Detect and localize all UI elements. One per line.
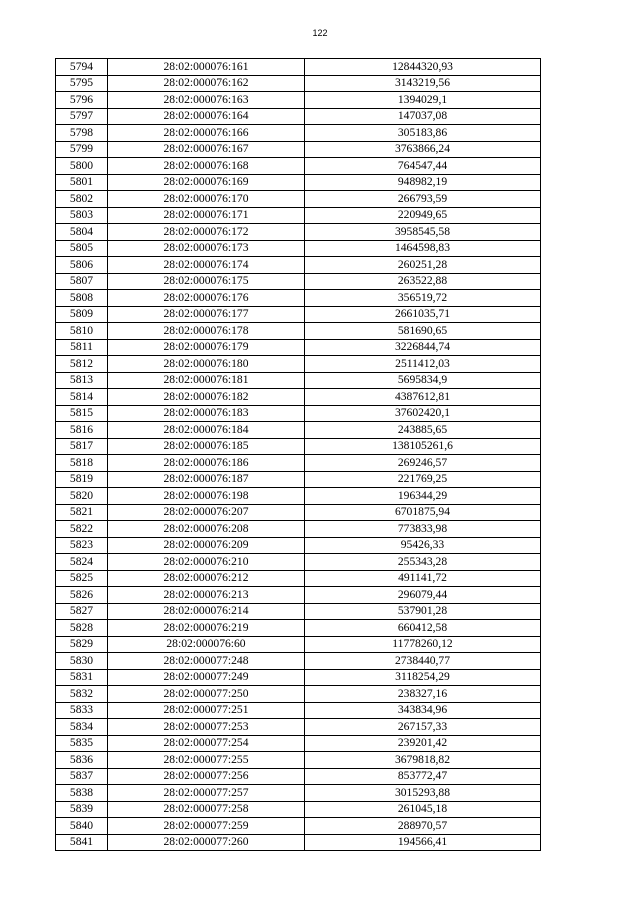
table-row [56,273,541,290]
cadastral-value-cell: 1464598,83 [305,240,541,257]
table-row [56,389,541,406]
cadastral-number-cell: 28:02:000077:255 [108,752,305,769]
row-number-cell: 5828 [56,620,108,637]
table-row [56,92,541,109]
cadastral-value-cell: 853772,47 [305,768,541,785]
cadastral-value-cell: 6701875,94 [305,504,541,521]
cadastral-value-cell: 266793,59 [305,191,541,208]
cadastral-value-cell: 267157,33 [305,719,541,736]
table-row [56,339,541,356]
cadastral-number-cell: 28:02:000076:174 [108,257,305,274]
row-number-cell: 5810 [56,323,108,340]
table-row [56,306,541,323]
cadastral-number-cell: 28:02:000076:166 [108,125,305,142]
table-row [56,504,541,521]
table-row [56,125,541,142]
page-number: 122 [312,28,328,38]
cadastral-number-cell: 28:02:000076:186 [108,455,305,472]
row-number-cell: 5823 [56,537,108,554]
table-body [56,59,541,851]
cadastral-value-cell: 243885,65 [305,422,541,439]
table-row [56,818,541,835]
cadastral-value-cell: 296079,44 [305,587,541,604]
table-row [56,191,541,208]
table-row [56,108,541,125]
cadastral-number-cell: 28:02:000077:254 [108,735,305,752]
row-number-cell: 5817 [56,438,108,455]
cadastral-number-cell: 28:02:000077:249 [108,669,305,686]
row-number-cell: 5825 [56,570,108,587]
cadastral-number-cell: 28:02:000076:210 [108,554,305,571]
table-row [56,537,541,554]
table-row [56,323,541,340]
cadastral-value-cell: 1394029,1 [305,92,541,109]
row-number-cell: 5837 [56,768,108,785]
cadastral-number-cell: 28:02:000076:214 [108,603,305,620]
row-number-cell: 5818 [56,455,108,472]
table-row [56,636,541,653]
cadastral-number-cell: 28:02:000076:175 [108,273,305,290]
cadastral-value-cell: 3015293,88 [305,785,541,802]
table-row [56,669,541,686]
row-number-cell: 5831 [56,669,108,686]
row-number-cell: 5800 [56,158,108,175]
table-row [56,785,541,802]
cadastral-number-cell: 28:02:000076:208 [108,521,305,538]
row-number-cell: 5801 [56,174,108,191]
cadastral-value-cell: 343834,96 [305,702,541,719]
row-number-cell: 5807 [56,273,108,290]
cadastral-value-cell: 2511412,03 [305,356,541,373]
cadastral-value-cell: 537901,28 [305,603,541,620]
cadastral-number-cell: 28:02:000077:250 [108,686,305,703]
cadastral-value-cell: 3143219,56 [305,75,541,92]
cadastral-number-cell: 28:02:000076:60 [108,636,305,653]
cadastral-number-cell: 28:02:000076:168 [108,158,305,175]
cadastral-value-table [55,58,541,851]
row-number-cell: 5805 [56,240,108,257]
cadastral-value-cell: 37602420,1 [305,405,541,422]
table-row [56,471,541,488]
row-number-cell: 5839 [56,801,108,818]
table-row [56,438,541,455]
row-number-cell: 5794 [56,59,108,76]
cadastral-number-cell: 28:02:000076:213 [108,587,305,604]
cadastral-value-cell: 261045,18 [305,801,541,818]
row-number-cell: 5798 [56,125,108,142]
row-number-cell: 5829 [56,636,108,653]
table-row [56,240,541,257]
row-number-cell: 5811 [56,339,108,356]
cadastral-value-cell: 3226844,74 [305,339,541,356]
row-number-cell: 5822 [56,521,108,538]
cadastral-value-cell: 238327,16 [305,686,541,703]
cadastral-number-cell: 28:02:000077:248 [108,653,305,670]
table-row [56,653,541,670]
cadastral-value-cell: 260251,28 [305,257,541,274]
cadastral-value-cell: 239201,42 [305,735,541,752]
cadastral-value-cell: 356519,72 [305,290,541,307]
row-number-cell: 5826 [56,587,108,604]
cadastral-number-cell: 28:02:000076:209 [108,537,305,554]
row-number-cell: 5813 [56,372,108,389]
cadastral-value-cell: 95426,33 [305,537,541,554]
table-row [56,603,541,620]
row-number-cell: 5808 [56,290,108,307]
cadastral-value-cell: 5695834,9 [305,372,541,389]
row-number-cell: 5804 [56,224,108,241]
table-row [56,686,541,703]
cadastral-value-cell: 147037,08 [305,108,541,125]
cadastral-number-cell: 28:02:000077:256 [108,768,305,785]
cadastral-value-cell: 305183,86 [305,125,541,142]
table-row [56,455,541,472]
cadastral-value-cell: 194566,41 [305,834,541,851]
row-number-cell: 5816 [56,422,108,439]
table-row [56,158,541,175]
table-row [56,290,541,307]
cadastral-number-cell: 28:02:000076:173 [108,240,305,257]
table-row [56,372,541,389]
table-row [56,59,541,76]
row-number-cell: 5809 [56,306,108,323]
cadastral-number-cell: 28:02:000076:178 [108,323,305,340]
cadastral-number-cell: 28:02:000076:172 [108,224,305,241]
cadastral-value-cell: 764547,44 [305,158,541,175]
cadastral-value-cell: 220949,65 [305,207,541,224]
table-row [56,801,541,818]
cadastral-value-cell: 3958545,58 [305,224,541,241]
table-row [56,735,541,752]
table-row [56,702,541,719]
cadastral-value-cell: 3763866,24 [305,141,541,158]
table-row [56,834,541,851]
table-row [56,405,541,422]
cadastral-value-cell: 2661035,71 [305,306,541,323]
cadastral-value-cell: 288970,57 [305,818,541,835]
table-row [56,554,541,571]
row-number-cell: 5806 [56,257,108,274]
cadastral-number-cell: 28:02:000076:179 [108,339,305,356]
table-row [56,224,541,241]
cadastral-value-cell: 660412,58 [305,620,541,637]
cadastral-number-cell: 28:02:000076:176 [108,290,305,307]
table-row [56,719,541,736]
cadastral-number-cell: 28:02:000076:167 [108,141,305,158]
cadastral-number-cell: 28:02:000076:212 [108,570,305,587]
row-number-cell: 5799 [56,141,108,158]
cadastral-value-cell: 11778260,12 [305,636,541,653]
cadastral-value-cell: 263522,88 [305,273,541,290]
cadastral-number-cell: 28:02:000076:207 [108,504,305,521]
cadastral-number-cell: 28:02:000077:259 [108,818,305,835]
table-row [56,752,541,769]
row-number-cell: 5836 [56,752,108,769]
cadastral-value-cell: 196344,29 [305,488,541,505]
cadastral-value-cell: 773833,98 [305,521,541,538]
table-row [56,521,541,538]
row-number-cell: 5838 [56,785,108,802]
cadastral-number-cell: 28:02:000077:258 [108,801,305,818]
cadastral-number-cell: 28:02:000076:171 [108,207,305,224]
row-number-cell: 5819 [56,471,108,488]
cadastral-value-cell: 3118254,29 [305,669,541,686]
table-row [56,620,541,637]
cadastral-number-cell: 28:02:000076:185 [108,438,305,455]
cadastral-number-cell: 28:02:000077:257 [108,785,305,802]
cadastral-number-cell: 28:02:000077:251 [108,702,305,719]
table-row [56,587,541,604]
row-number-cell: 5835 [56,735,108,752]
table-row [56,207,541,224]
row-number-cell: 5824 [56,554,108,571]
cadastral-number-cell: 28:02:000076:182 [108,389,305,406]
table-row [56,570,541,587]
row-number-cell: 5827 [56,603,108,620]
cadastral-number-cell: 28:02:000076:161 [108,59,305,76]
row-number-cell: 5834 [56,719,108,736]
cadastral-value-cell: 138105261,6 [305,438,541,455]
cadastral-number-cell: 28:02:000076:184 [108,422,305,439]
cadastral-number-cell: 28:02:000076:163 [108,92,305,109]
cadastral-value-cell: 948982,19 [305,174,541,191]
row-number-cell: 5832 [56,686,108,703]
cadastral-number-cell: 28:02:000076:170 [108,191,305,208]
row-number-cell: 5795 [56,75,108,92]
cadastral-number-cell: 28:02:000076:187 [108,471,305,488]
cadastral-value-cell: 3679818,82 [305,752,541,769]
cadastral-value-cell: 269246,57 [305,455,541,472]
row-number-cell: 5812 [56,356,108,373]
row-number-cell: 5833 [56,702,108,719]
table-row [56,422,541,439]
cadastral-value-cell: 255343,28 [305,554,541,571]
row-number-cell: 5797 [56,108,108,125]
row-number-cell: 5803 [56,207,108,224]
table-row [56,356,541,373]
cadastral-number-cell: 28:02:000077:253 [108,719,305,736]
table-row [56,488,541,505]
row-number-cell: 5815 [56,405,108,422]
table-row [56,768,541,785]
cadastral-number-cell: 28:02:000076:181 [108,372,305,389]
cadastral-number-cell: 28:02:000076:162 [108,75,305,92]
cadastral-number-cell: 28:02:000076:177 [108,306,305,323]
table-row [56,257,541,274]
cadastral-value-cell: 221769,25 [305,471,541,488]
table-row [56,174,541,191]
cadastral-value-cell: 491141,72 [305,570,541,587]
row-number-cell: 5821 [56,504,108,521]
cadastral-number-cell: 28:02:000076:164 [108,108,305,125]
row-number-cell: 5830 [56,653,108,670]
cadastral-number-cell: 28:02:000076:169 [108,174,305,191]
row-number-cell: 5802 [56,191,108,208]
row-number-cell: 5841 [56,834,108,851]
row-number-cell: 5814 [56,389,108,406]
cadastral-number-cell: 28:02:000076:219 [108,620,305,637]
cadastral-value-cell: 2738440,77 [305,653,541,670]
cadastral-number-cell: 28:02:000077:260 [108,834,305,851]
cadastral-number-cell: 28:02:000076:183 [108,405,305,422]
cadastral-number-cell: 28:02:000076:198 [108,488,305,505]
row-number-cell: 5796 [56,92,108,109]
row-number-cell: 5820 [56,488,108,505]
cadastral-number-cell: 28:02:000076:180 [108,356,305,373]
cadastral-value-cell: 12844320,93 [305,59,541,76]
row-number-cell: 5840 [56,818,108,835]
table-row [56,75,541,92]
cadastral-value-cell: 581690,65 [305,323,541,340]
table-row [56,141,541,158]
cadastral-value-cell: 4387612,81 [305,389,541,406]
